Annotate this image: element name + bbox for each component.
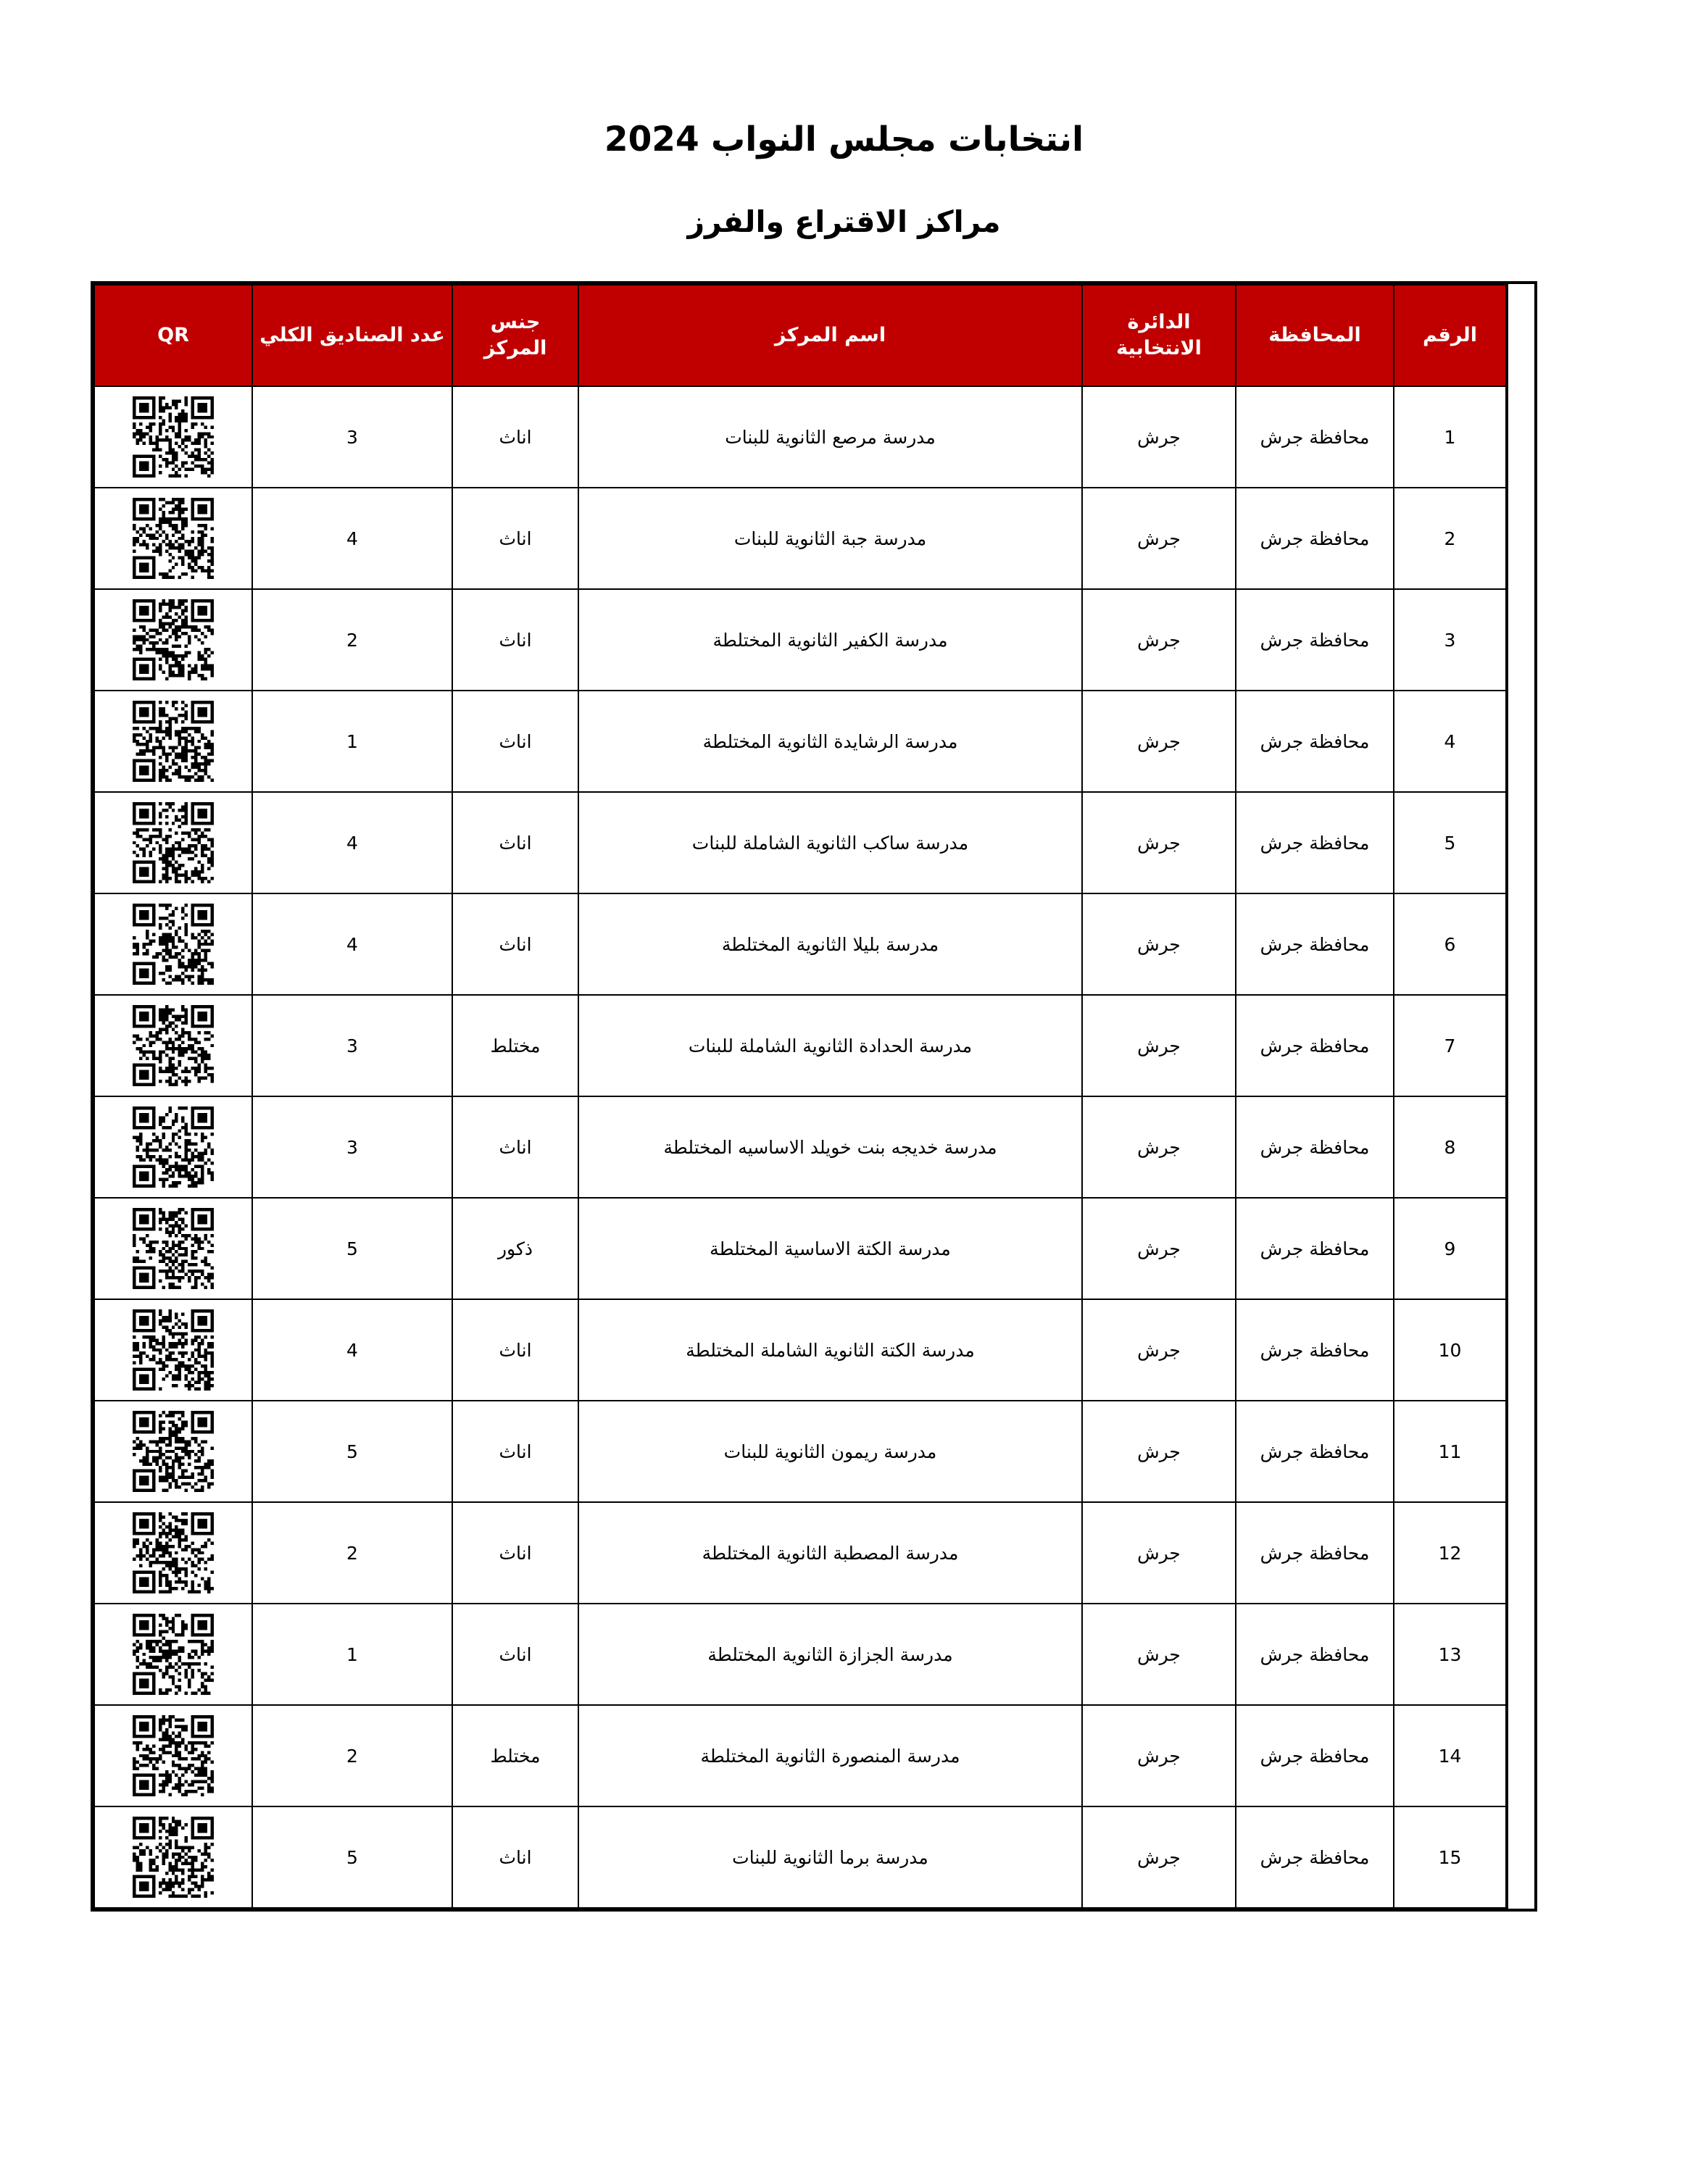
cell-governorate: محافظة جرش	[1236, 1502, 1394, 1604]
qr-code	[133, 1411, 214, 1492]
cell-qr	[94, 488, 252, 589]
cell-number: 7	[1394, 995, 1506, 1096]
cell-number: 5	[1394, 792, 1506, 893]
cell-district: جرش	[1082, 691, 1236, 792]
cell-total-boxes: 2	[252, 1705, 452, 1806]
cell-center-name: مدرسة خديجه بنت خويلد الاساسيه المختلطة	[578, 1096, 1082, 1198]
cell-qr	[94, 589, 252, 691]
cell-center-name: مدرسة برما الثانوية للبنات	[578, 1806, 1082, 1908]
cell-center-gender: اناث	[452, 488, 578, 589]
cell-total-boxes: 5	[252, 1806, 452, 1908]
cell-number: 14	[1394, 1705, 1506, 1806]
cell-number: 2	[1394, 488, 1506, 589]
cell-center-gender: مختلط	[452, 1705, 578, 1806]
cell-center-name: مدرسة الكفير الثانوية المختلطة	[578, 589, 1082, 691]
table-header	[94, 285, 1506, 386]
table-row	[94, 893, 1506, 995]
cell-center-name: مدرسة ريمون الثانوية للبنات	[578, 1401, 1082, 1502]
cell-qr	[94, 1502, 252, 1604]
cell-governorate: محافظة جرش	[1236, 1096, 1394, 1198]
cell-qr	[94, 691, 252, 792]
cell-center-gender: اناث	[452, 893, 578, 995]
qr-code	[133, 1208, 214, 1289]
cell-governorate: محافظة جرش	[1236, 1401, 1394, 1502]
cell-governorate: محافظة جرش	[1236, 792, 1394, 893]
header-center-name: اسم المركز	[578, 285, 1082, 386]
table-body	[94, 386, 1506, 1908]
cell-qr	[94, 1198, 252, 1299]
cell-qr	[94, 386, 252, 488]
qr-code	[133, 1005, 214, 1086]
cell-district: جرش	[1082, 1705, 1236, 1806]
cell-center-gender: مختلط	[452, 995, 578, 1096]
cell-district: جرش	[1082, 893, 1236, 995]
cell-center-name: مدرسة المصطبة الثانوية المختلطة	[578, 1502, 1082, 1604]
table-row	[94, 1401, 1506, 1502]
page-subtitle: مراكز الاقتراع والفرز	[687, 204, 1001, 239]
cell-total-boxes: 4	[252, 488, 452, 589]
cell-qr	[94, 1299, 252, 1401]
cell-center-gender: ذكور	[452, 1198, 578, 1299]
qr-code	[133, 802, 214, 883]
cell-total-boxes: 3	[252, 386, 452, 488]
table-row	[94, 1096, 1506, 1198]
cell-center-gender: اناث	[452, 1299, 578, 1401]
cell-number: 3	[1394, 589, 1506, 691]
cell-governorate: محافظة جرش	[1236, 1299, 1394, 1401]
table-row	[94, 792, 1506, 893]
cell-governorate: محافظة جرش	[1236, 1604, 1394, 1705]
cell-center-gender: اناث	[452, 589, 578, 691]
qr-code	[133, 904, 214, 985]
cell-number: 13	[1394, 1604, 1506, 1705]
cell-governorate: محافظة جرش	[1236, 1198, 1394, 1299]
table-row	[94, 995, 1506, 1096]
cell-number: 6	[1394, 893, 1506, 995]
cell-number: 1	[1394, 386, 1506, 488]
cell-governorate: محافظة جرش	[1236, 386, 1394, 488]
qr-code	[133, 1715, 214, 1796]
table-row	[94, 1198, 1506, 1299]
cell-number: 11	[1394, 1401, 1506, 1502]
cell-center-gender: اناث	[452, 792, 578, 893]
header-center-gender: جنس المركز	[452, 285, 578, 386]
cell-number: 15	[1394, 1806, 1506, 1908]
header-district: الدائرة الانتخابية	[1082, 285, 1236, 386]
cell-district: جرش	[1082, 1299, 1236, 1401]
cell-center-gender: اناث	[452, 386, 578, 488]
cell-district: جرش	[1082, 386, 1236, 488]
cell-total-boxes: 1	[252, 1604, 452, 1705]
cell-center-gender: اناث	[452, 1604, 578, 1705]
table-row	[94, 488, 1506, 589]
cell-governorate: محافظة جرش	[1236, 589, 1394, 691]
qr-code	[133, 599, 214, 680]
page-title: انتخابات مجلس النواب 2024	[604, 120, 1084, 159]
cell-district: جرش	[1082, 589, 1236, 691]
header-number: الرقم	[1394, 285, 1506, 386]
cell-qr	[94, 1096, 252, 1198]
qr-code	[133, 396, 214, 478]
cell-total-boxes: 2	[252, 1502, 452, 1604]
table-edge-strip	[1507, 284, 1534, 1909]
cell-governorate: محافظة جرش	[1236, 995, 1394, 1096]
cell-governorate: محافظة جرش	[1236, 488, 1394, 589]
qr-code	[133, 1309, 214, 1391]
header-qr: QR	[94, 285, 252, 386]
cell-qr	[94, 1604, 252, 1705]
table-row	[94, 1806, 1506, 1908]
cell-center-gender: اناث	[452, 691, 578, 792]
qr-code	[133, 1106, 214, 1188]
cell-number: 9	[1394, 1198, 1506, 1299]
table-row	[94, 691, 1506, 792]
table-row	[94, 1502, 1506, 1604]
header-total-boxes: عدد الصناديق الكلي	[252, 285, 452, 386]
cell-center-gender: اناث	[452, 1806, 578, 1908]
table-row	[94, 589, 1506, 691]
polling-centers-table-frame	[91, 281, 1537, 1912]
cell-district: جرش	[1082, 995, 1236, 1096]
cell-center-name: مدرسة مرصع الثانوية للبنات	[578, 386, 1082, 488]
polling-centers-table	[93, 284, 1507, 1909]
cell-district: جرش	[1082, 1198, 1236, 1299]
cell-total-boxes: 4	[252, 893, 452, 995]
cell-governorate: محافظة جرش	[1236, 691, 1394, 792]
cell-number: 10	[1394, 1299, 1506, 1401]
cell-district: جرش	[1082, 1401, 1236, 1502]
cell-governorate: محافظة جرش	[1236, 1705, 1394, 1806]
cell-number: 12	[1394, 1502, 1506, 1604]
cell-district: جرش	[1082, 792, 1236, 893]
qr-code	[133, 1512, 214, 1593]
cell-center-name: مدرسة الجزازة الثانوية المختلطة	[578, 1604, 1082, 1705]
cell-center-name: مدرسة الكتة الثانوية الشاملة المختلطة	[578, 1299, 1082, 1401]
qr-code	[133, 1614, 214, 1695]
cell-total-boxes: 3	[252, 995, 452, 1096]
cell-total-boxes: 2	[252, 589, 452, 691]
cell-center-name: مدرسة جبة الثانوية للبنات	[578, 488, 1082, 589]
qr-code	[133, 1817, 214, 1898]
table-row	[94, 1299, 1506, 1401]
qr-code	[133, 701, 214, 782]
qr-code	[133, 498, 214, 579]
cell-center-name: مدرسة بليلا الثانوية المختلطة	[578, 893, 1082, 995]
cell-qr	[94, 1705, 252, 1806]
cell-total-boxes: 4	[252, 1299, 452, 1401]
cell-number: 8	[1394, 1096, 1506, 1198]
cell-center-name: مدرسة الكتة الاساسية المختلطة	[578, 1198, 1082, 1299]
cell-center-name: مدرسة الرشايدة الثانوية المختلطة	[578, 691, 1082, 792]
table-row	[94, 386, 1506, 488]
cell-total-boxes: 1	[252, 691, 452, 792]
cell-governorate: محافظة جرش	[1236, 1806, 1394, 1908]
cell-district: جرش	[1082, 1096, 1236, 1198]
cell-district: جرش	[1082, 1806, 1236, 1908]
document-header	[0, 0, 1688, 239]
cell-total-boxes: 3	[252, 1096, 452, 1198]
cell-qr	[94, 995, 252, 1096]
cell-qr	[94, 1401, 252, 1502]
table-row	[94, 1604, 1506, 1705]
cell-district: جرش	[1082, 488, 1236, 589]
cell-district: جرش	[1082, 1502, 1236, 1604]
cell-number: 4	[1394, 691, 1506, 792]
cell-governorate: محافظة جرش	[1236, 893, 1394, 995]
table-row	[94, 1705, 1506, 1806]
cell-qr	[94, 792, 252, 893]
cell-center-gender: اناث	[452, 1096, 578, 1198]
cell-center-gender: اناث	[452, 1401, 578, 1502]
cell-qr	[94, 893, 252, 995]
table-header-row	[94, 285, 1506, 386]
cell-center-name: مدرسة المنصورة الثانوية المختلطة	[578, 1705, 1082, 1806]
cell-center-name: مدرسة الحدادة الثانوية الشاملة للبنات	[578, 995, 1082, 1096]
cell-qr	[94, 1806, 252, 1908]
cell-district: جرش	[1082, 1604, 1236, 1705]
cell-center-name: مدرسة ساكب الثانوية الشاملة للبنات	[578, 792, 1082, 893]
cell-total-boxes: 4	[252, 792, 452, 893]
header-governorate: المحافظة	[1236, 285, 1394, 386]
cell-total-boxes: 5	[252, 1401, 452, 1502]
cell-center-gender: اناث	[452, 1502, 578, 1604]
cell-total-boxes: 5	[252, 1198, 452, 1299]
